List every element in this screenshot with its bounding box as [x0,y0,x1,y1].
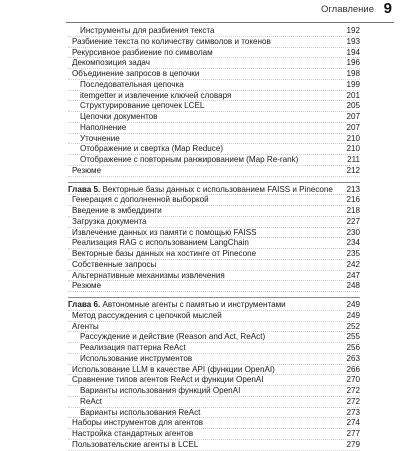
toc-entry-title: Наполнение [80,122,127,132]
toc-entry-title: Агенты [72,321,99,331]
toc-entry-title: Наборы инструментов для агентов [72,418,204,428]
toc-entry-title: Пользовательские агенты в LCEL [72,439,199,449]
toc-entry-page: 193 [346,36,360,46]
toc-entry [68,134,360,145]
toc-entry-page: 227 [346,216,360,226]
toc-entry-page: 212 [346,165,360,175]
toc-entry [68,101,360,112]
toc-entry [68,217,360,228]
toc-entry [68,166,360,177]
toc-entry-title: Варианты использования функций OpenAI [80,386,241,395]
toc-entry [68,228,360,239]
toc-entry-page: 263 [346,353,360,363]
toc-entry-title: Собственные запросы [72,259,157,269]
toc-entry [68,271,360,282]
toc-entry-page: 270 [346,375,360,385]
toc-entry-title: Уточнение [80,133,120,143]
toc-chapter-row [68,297,360,311]
chapter-label: Глава 5. [68,184,101,194]
chapter-heading [68,300,342,310]
toc-entry [68,322,360,333]
toc-entry [68,144,360,155]
toc-entry [68,440,360,451]
toc-entry-title: Резюме [72,165,102,175]
toc-entry-title: itemgetter и извлечение ключей словаря [80,90,232,100]
toc-entry-page: 266 [346,364,360,374]
toc-entry-title: Альтернативные механизмы извлечения [72,270,225,280]
toc-entry-page: 211 [347,155,360,164]
toc-entry [68,397,360,408]
toc-entry-page: 274 [346,418,360,428]
toc-entry-page: 242 [346,259,360,269]
toc-entry-title: Векторные базы данных на хостинге от Pinecone [72,249,257,258]
toc-entry-title: Декомпозиция задач [72,58,150,68]
toc-entry [68,58,360,69]
toc-entry [68,429,360,440]
toc-entry [68,408,360,419]
toc-entry [68,195,360,206]
toc-entry-page: 198 [346,69,360,78]
toc-entry-page: 248 [346,281,360,291]
toc-entry-title: Загрузка документа [72,216,147,226]
toc-entry [68,112,360,123]
toc-entry-page: 196 [346,58,360,68]
toc-entry [68,354,360,365]
toc-entry-title: Разбиение текста по количеству символов и токенов [72,36,271,46]
toc-entry-title: Резюме [72,281,102,291]
toc-entry-page: 249 [346,310,360,320]
table-of-contents [68,26,360,451]
toc-entry [68,343,360,354]
toc-entry-title: Варианты использования ReAct [80,407,201,417]
chapter-title: Автономные агенты с памятью и инструментами [100,300,286,309]
toc-entry-title: Цепочки документов [80,112,158,121]
toc-entry-page: 210 [346,144,360,154]
toc-entry-page: 273 [346,407,360,417]
toc-entry [68,48,360,59]
toc-entry-title: Сравнение типов агентов ReAct и функции OpenAI [72,375,264,385]
chapter-heading [68,185,342,195]
toc-entry-page: 207 [346,122,360,132]
toc-entry-title: Отображение и свертка (Map Reduce) [80,144,224,154]
toc-entry [68,206,360,217]
toc-entry-title: Рассуждение и действие (Reason and Act, ReAct) [80,332,266,342]
toc-entry-page: 216 [346,195,360,205]
toc-entry-page: 230 [346,227,360,237]
page-number: 9 [383,0,392,17]
chapter-title: Векторные базы данных с использованием FAISS и Pinecone [100,184,333,194]
toc-entry [68,155,360,166]
toc-entry [68,386,360,397]
header-rule [66,22,394,23]
toc-entry-title: Реализация паттерна ReAct [80,343,186,352]
toc-entry-title: Последовательная цепочка [80,79,184,89]
toc-entry-title: Инструменты для разбиения текста [80,26,215,35]
toc-entry [68,37,360,48]
toc-entry-title: Введение в эмбеддинги [72,206,162,215]
toc-entry-page: 256 [346,343,360,352]
running-title: Оглавление [321,4,374,15]
toc-entry-title: Рекурсивное разбиение по символам [72,47,213,57]
toc-entry-page: 205 [346,101,360,111]
toc-entry-page: 192 [346,26,360,35]
toc-entry-title: Отображение с повторным ранжированием (Map Re-rank) [80,155,299,164]
toc-entry [68,80,360,91]
toc-entry-page: 210 [346,133,360,143]
toc-entry-page: 194 [346,47,360,57]
page-header [0,0,420,22]
toc-entry-title: Настройка стандартных агентов [72,429,194,438]
toc-entry-page: 247 [346,270,360,280]
toc-entry [68,332,360,343]
toc-entry [68,365,360,376]
toc-entry-page: 279 [346,439,360,449]
toc-entry [68,238,360,249]
toc-entry-page: 235 [346,249,360,258]
toc-entry-title: Использование LLM в качестве API (функции OpenAI) [72,364,275,374]
chapter-label: Глава 6. [68,300,101,309]
toc-entry-page: 201 [346,90,360,100]
toc-entry-page: 277 [346,429,360,438]
toc-entry-title: Структурирование цепочек LCEL [80,101,205,111]
toc-entry-title: Реализация RAG с использованием LangChain [72,238,249,248]
toc-entry [68,375,360,386]
toc-entry-page: 252 [346,321,360,331]
toc-entry-title: Метод рассуждения с цепочкой мыслей [72,310,222,320]
toc-entry-title: ReAct [80,396,103,406]
toc-entry-page: 218 [346,206,360,215]
toc-entry [68,69,360,80]
toc-entry [68,311,360,322]
toc-entry-page: 272 [346,396,360,406]
toc-entry-title: Извлечение данных из памяти с помощью FAISS [72,227,257,237]
chapter-page: 213 [346,184,360,194]
toc-entry-page: 272 [346,386,360,395]
toc-entry-title: Использование инструментов [80,353,193,363]
toc-entry-title: Генерация с дополненной выборкой [72,195,209,205]
toc-entry-page: 207 [346,112,360,121]
toc-entry [68,26,360,37]
toc-entry [68,91,360,102]
toc-entry [68,281,360,292]
chapter-page: 249 [346,300,360,309]
toc-entry-page: 234 [346,238,360,248]
toc-entry-page: 199 [346,79,360,89]
toc-chapter-row [68,182,360,196]
toc-entry [68,123,360,134]
toc-entry-page: 255 [346,332,360,342]
toc-entry-title: Объединение запросов в цепочки [72,69,200,78]
toc-entry [68,260,360,271]
toc-entry [68,249,360,260]
